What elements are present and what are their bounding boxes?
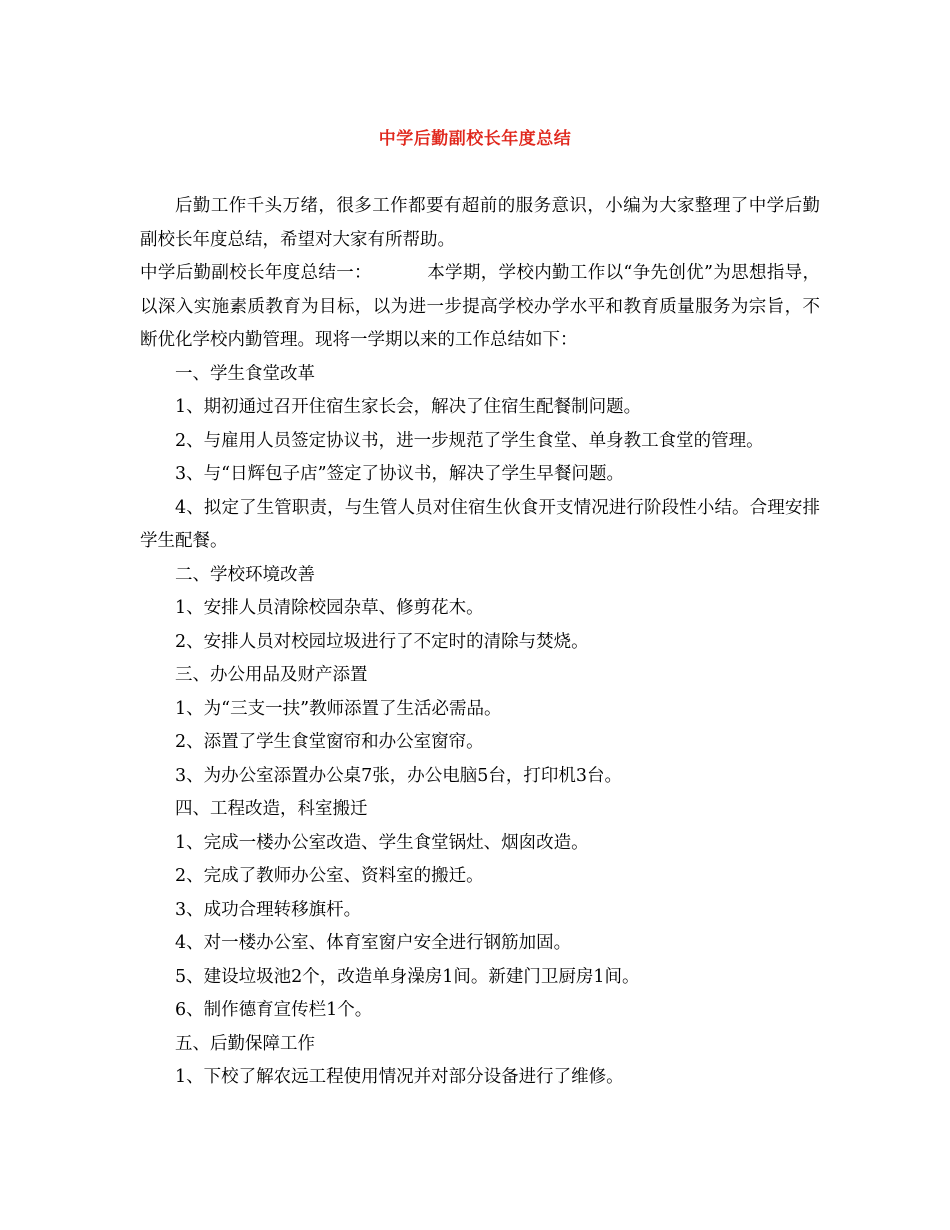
summary-heading: 中学后勤副校长年度总结一： (140, 263, 372, 283)
list-item: 1、安排人员清除校园杂草、修剪花木。 (175, 598, 484, 618)
section-heading: 三、办公用品及财产添置 (175, 665, 368, 685)
list-item: 5、建设垃圾池2个，改造单身澡房1间。新建门卫厨房1间。 (175, 966, 640, 987)
document-body (140, 190, 820, 1095)
list-item: 2、安排人员对校园垃圾进行了不定时的清除与焚烧。 (175, 631, 589, 652)
section-heading: 二、学校环境改善 (175, 564, 315, 585)
section-heading: 五、后勤保障工作 (175, 1033, 315, 1054)
list-item: 1、下校了解农远工程使用情况并对部分设备进行了维修。 (175, 1067, 624, 1087)
list-item: 2、完成了教师办公室、资料室的搬迁。 (175, 866, 484, 886)
list-item: 1、期初通过召开住宿生家长会，解决了住宿生配餐制问题。 (175, 397, 642, 417)
list-item: 3、与“日辉包子店”签定了协议书，解决了学生早餐问题。 (175, 464, 625, 484)
list-item: 4、对一楼办公室、体育室窗户安全进行钢筋加固。 (175, 933, 572, 953)
summary-intro: 本学期，学校内勤工作以“争先创优”为思想指导，以深入实施素质教育为目标，以为进一步提高学校办学水平和教育质量服务为宗旨，不断优化学校内勤管理。现将一学期以来的工作总结如下： (140, 263, 820, 350)
intro-paragraph: 后勤工作千头万绪，很多工作都要有超前的服务意识，小编为大家整理了中学后勤副校长年度总结，希望对大家有所帮助。 (140, 196, 820, 250)
document-title: 中学后勤副校长年度总结 (378, 129, 572, 149)
list-item: 4、拟定了生管职责，与生管人员对住宿生伙食开支情况进行阶段性小结。合理安排学生配餐。 (140, 497, 820, 551)
list-item: 6、制作德育宣传栏1个。 (175, 1000, 373, 1020)
list-item: 3、成功合理转移旗杆。 (175, 899, 362, 920)
list-item: 1、为“三支一扶”教师添置了生活必需品。 (175, 698, 502, 719)
section-heading: 一、学生食堂改革 (175, 363, 315, 384)
list-item: 3、为办公室添置办公桌7张，办公电脑5台，打印机3台。 (175, 765, 623, 786)
list-item: 2、添置了学生食堂窗帘和办公室窗帘。 (175, 732, 484, 752)
list-item: 2、与雇用人员签定协议书，进一步规范了学生食堂、单身教工食堂的管理。 (175, 430, 764, 451)
list-item: 1、完成一楼办公室改造、学生食堂锅灶、烟囱改造。 (175, 832, 589, 853)
section-heading: 四、工程改造，科室搬迁 (175, 799, 368, 819)
summary-paragraph (140, 257, 820, 358)
